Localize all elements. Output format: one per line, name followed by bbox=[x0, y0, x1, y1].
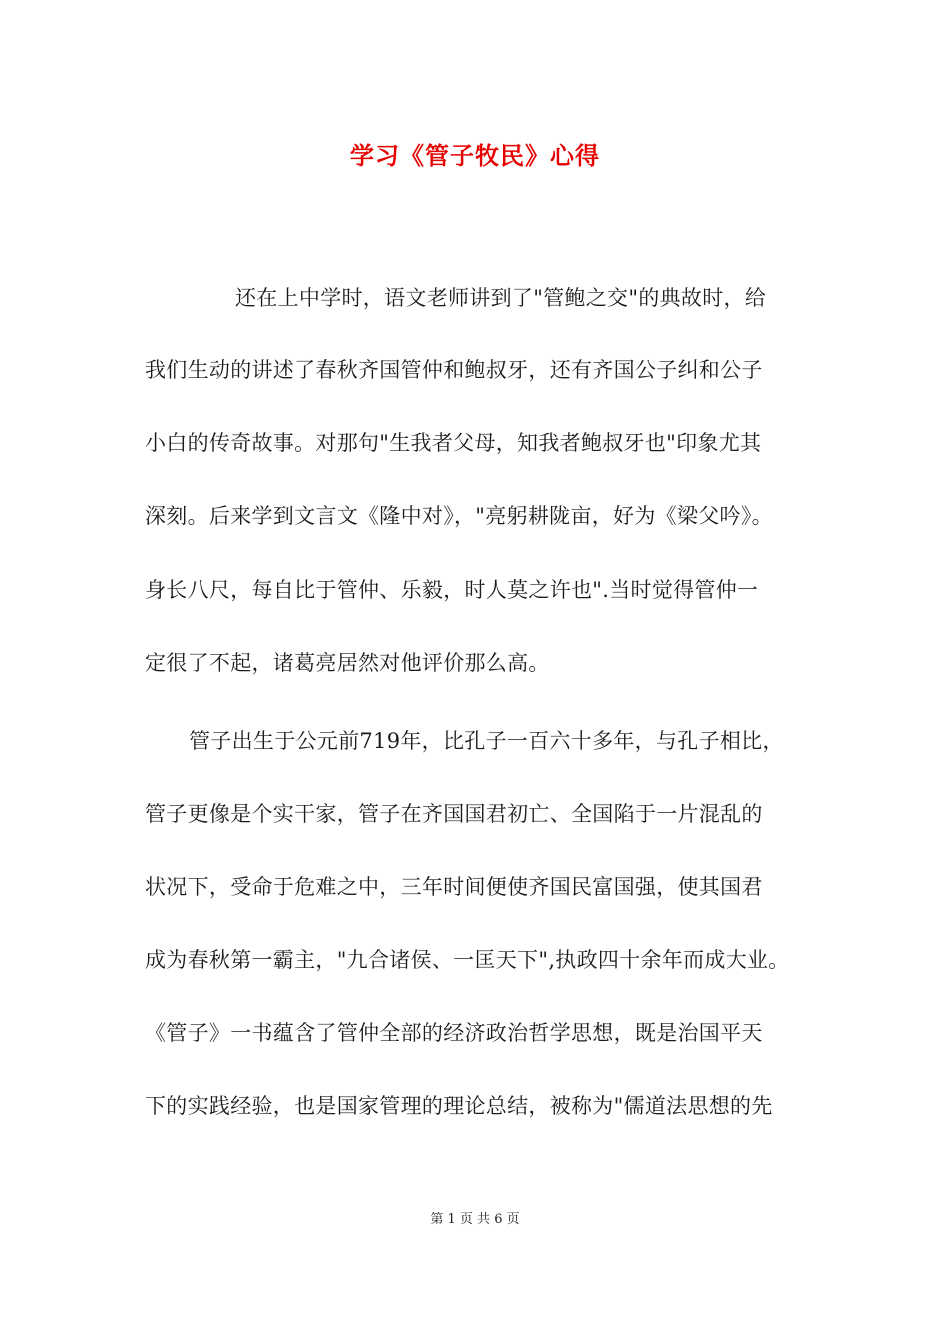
paragraph-line: 状况下，受命于危难之中，三年时间便使齐国民富国强，使其国君 bbox=[145, 875, 763, 899]
page-number-footer: 第 1 页 共 6 页 bbox=[430, 1212, 520, 1227]
paragraph-line: 身长八尺，每自比于管仲、乐毅，时人莫之许也".当时觉得管仲一 bbox=[145, 578, 759, 602]
paragraph-line: 我们生动的讲述了春秋齐国管仲和鲍叔牙，还有齐国公子纠和公子 bbox=[145, 358, 763, 382]
document-title: 学习《管子牧民》心得 bbox=[350, 141, 600, 170]
paragraph-line: 小白的传奇故事。对那句"生我者父母，知我者鲍叔牙也"印象尤其 bbox=[145, 431, 762, 455]
paragraph-line: 管子更像是个实干家，管子在齐国国君初亡、全国陷于一片混乱的 bbox=[145, 802, 763, 826]
paragraph-line: 成为春秋第一霸主，"九合诸侯、一匡天下",执政四十余年而成大业。 bbox=[145, 948, 790, 972]
paragraph-line: 还在上中学时，语文老师讲到了"管鲍之交"的典故时，给 bbox=[235, 286, 767, 310]
paragraph-line: 下的实践经验，也是国家管理的理论总结，被称为"儒道法思想的先 bbox=[145, 1094, 773, 1118]
paragraph-line: 深刻。后来学到文言文《隆中对》，"亮躬耕陇亩，好为《梁父吟》。 bbox=[145, 504, 773, 528]
paragraph-line: 管子出生于公元前719年，比孔子一百六十多年，与孔子相比， bbox=[189, 729, 784, 753]
paragraph-line: 《管子》一书蕴含了管仲全部的经济政治哲学思想，既是治国平天 bbox=[145, 1021, 763, 1045]
paragraph-line: 定很了不起，诸葛亮居然对他评价那么高。 bbox=[145, 651, 550, 675]
